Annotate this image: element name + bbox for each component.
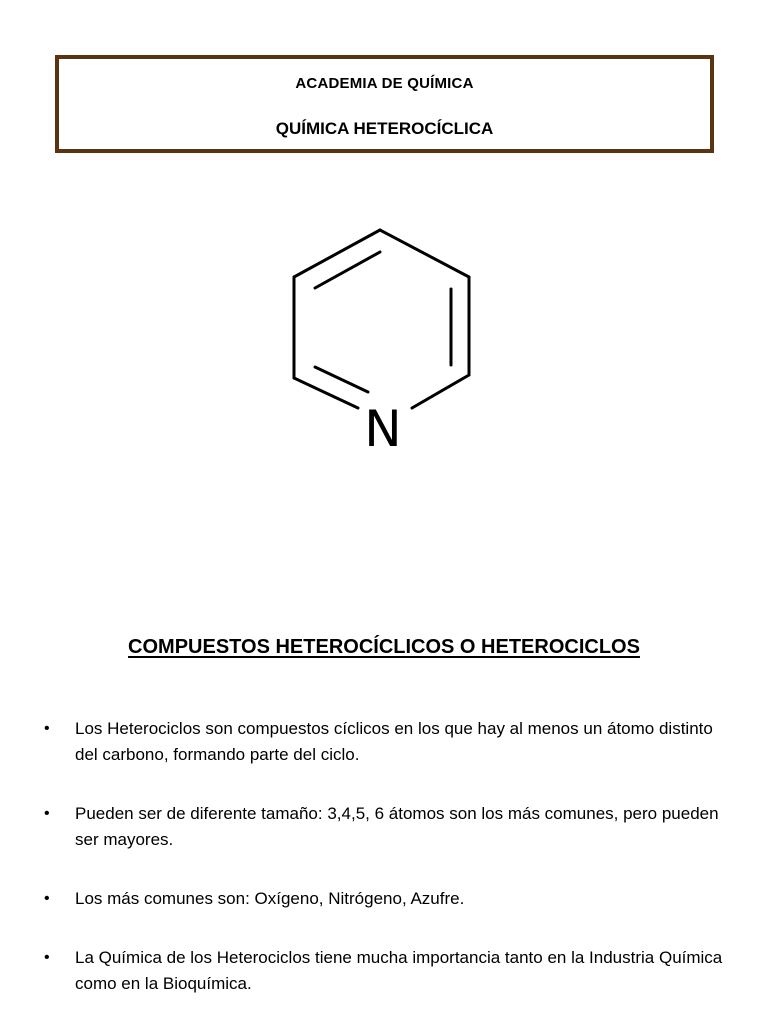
bullet-text: Pueden ser de diferente tamaño: 3,4,5, 6 átomos son los más comunes, pero pueden ser mayores. xyxy=(75,804,719,849)
bond-c4-n xyxy=(412,375,469,408)
bullet-item xyxy=(44,801,724,853)
bullet-dot: • xyxy=(44,949,50,966)
section-title: COMPUESTOS HETEROCÍCLICOS O HETEROCICLOS xyxy=(128,636,640,658)
bullet-list xyxy=(44,716,724,1030)
bond-c2-c3 xyxy=(380,230,469,277)
pyridine-structure-icon xyxy=(270,215,500,465)
nitrogen-atom-label: N xyxy=(364,400,402,458)
bullet-item xyxy=(44,716,724,768)
bullet-text: Los Heterociclos son compuestos cíclicos en los que hay al menos un átomo distinto del carbono, formando parte del ciclo. xyxy=(75,719,713,764)
bullet-text: La Química de los Heterociclos tiene mucha importancia tanto en la Industria Química como en la Bioquímica. xyxy=(75,948,723,993)
academy-title: ACADEMIA DE QUÍMICA xyxy=(295,75,474,92)
header-box xyxy=(55,55,714,153)
bullet-dot: • xyxy=(44,805,50,822)
bullet-item xyxy=(44,886,724,912)
bullet-text: Los más comunes son: Oxígeno, Nitrógeno, Azufre. xyxy=(75,889,465,908)
bullet-item xyxy=(44,945,724,997)
bullet-dot: • xyxy=(44,720,50,737)
course-title: QUÍMICA HETEROCÍCLICA xyxy=(275,119,494,138)
bond-c5-c2 xyxy=(294,230,380,277)
double-bond-left-top xyxy=(315,252,380,288)
bullet-dot: • xyxy=(44,890,50,907)
double-bond-bottom-left xyxy=(315,367,368,392)
